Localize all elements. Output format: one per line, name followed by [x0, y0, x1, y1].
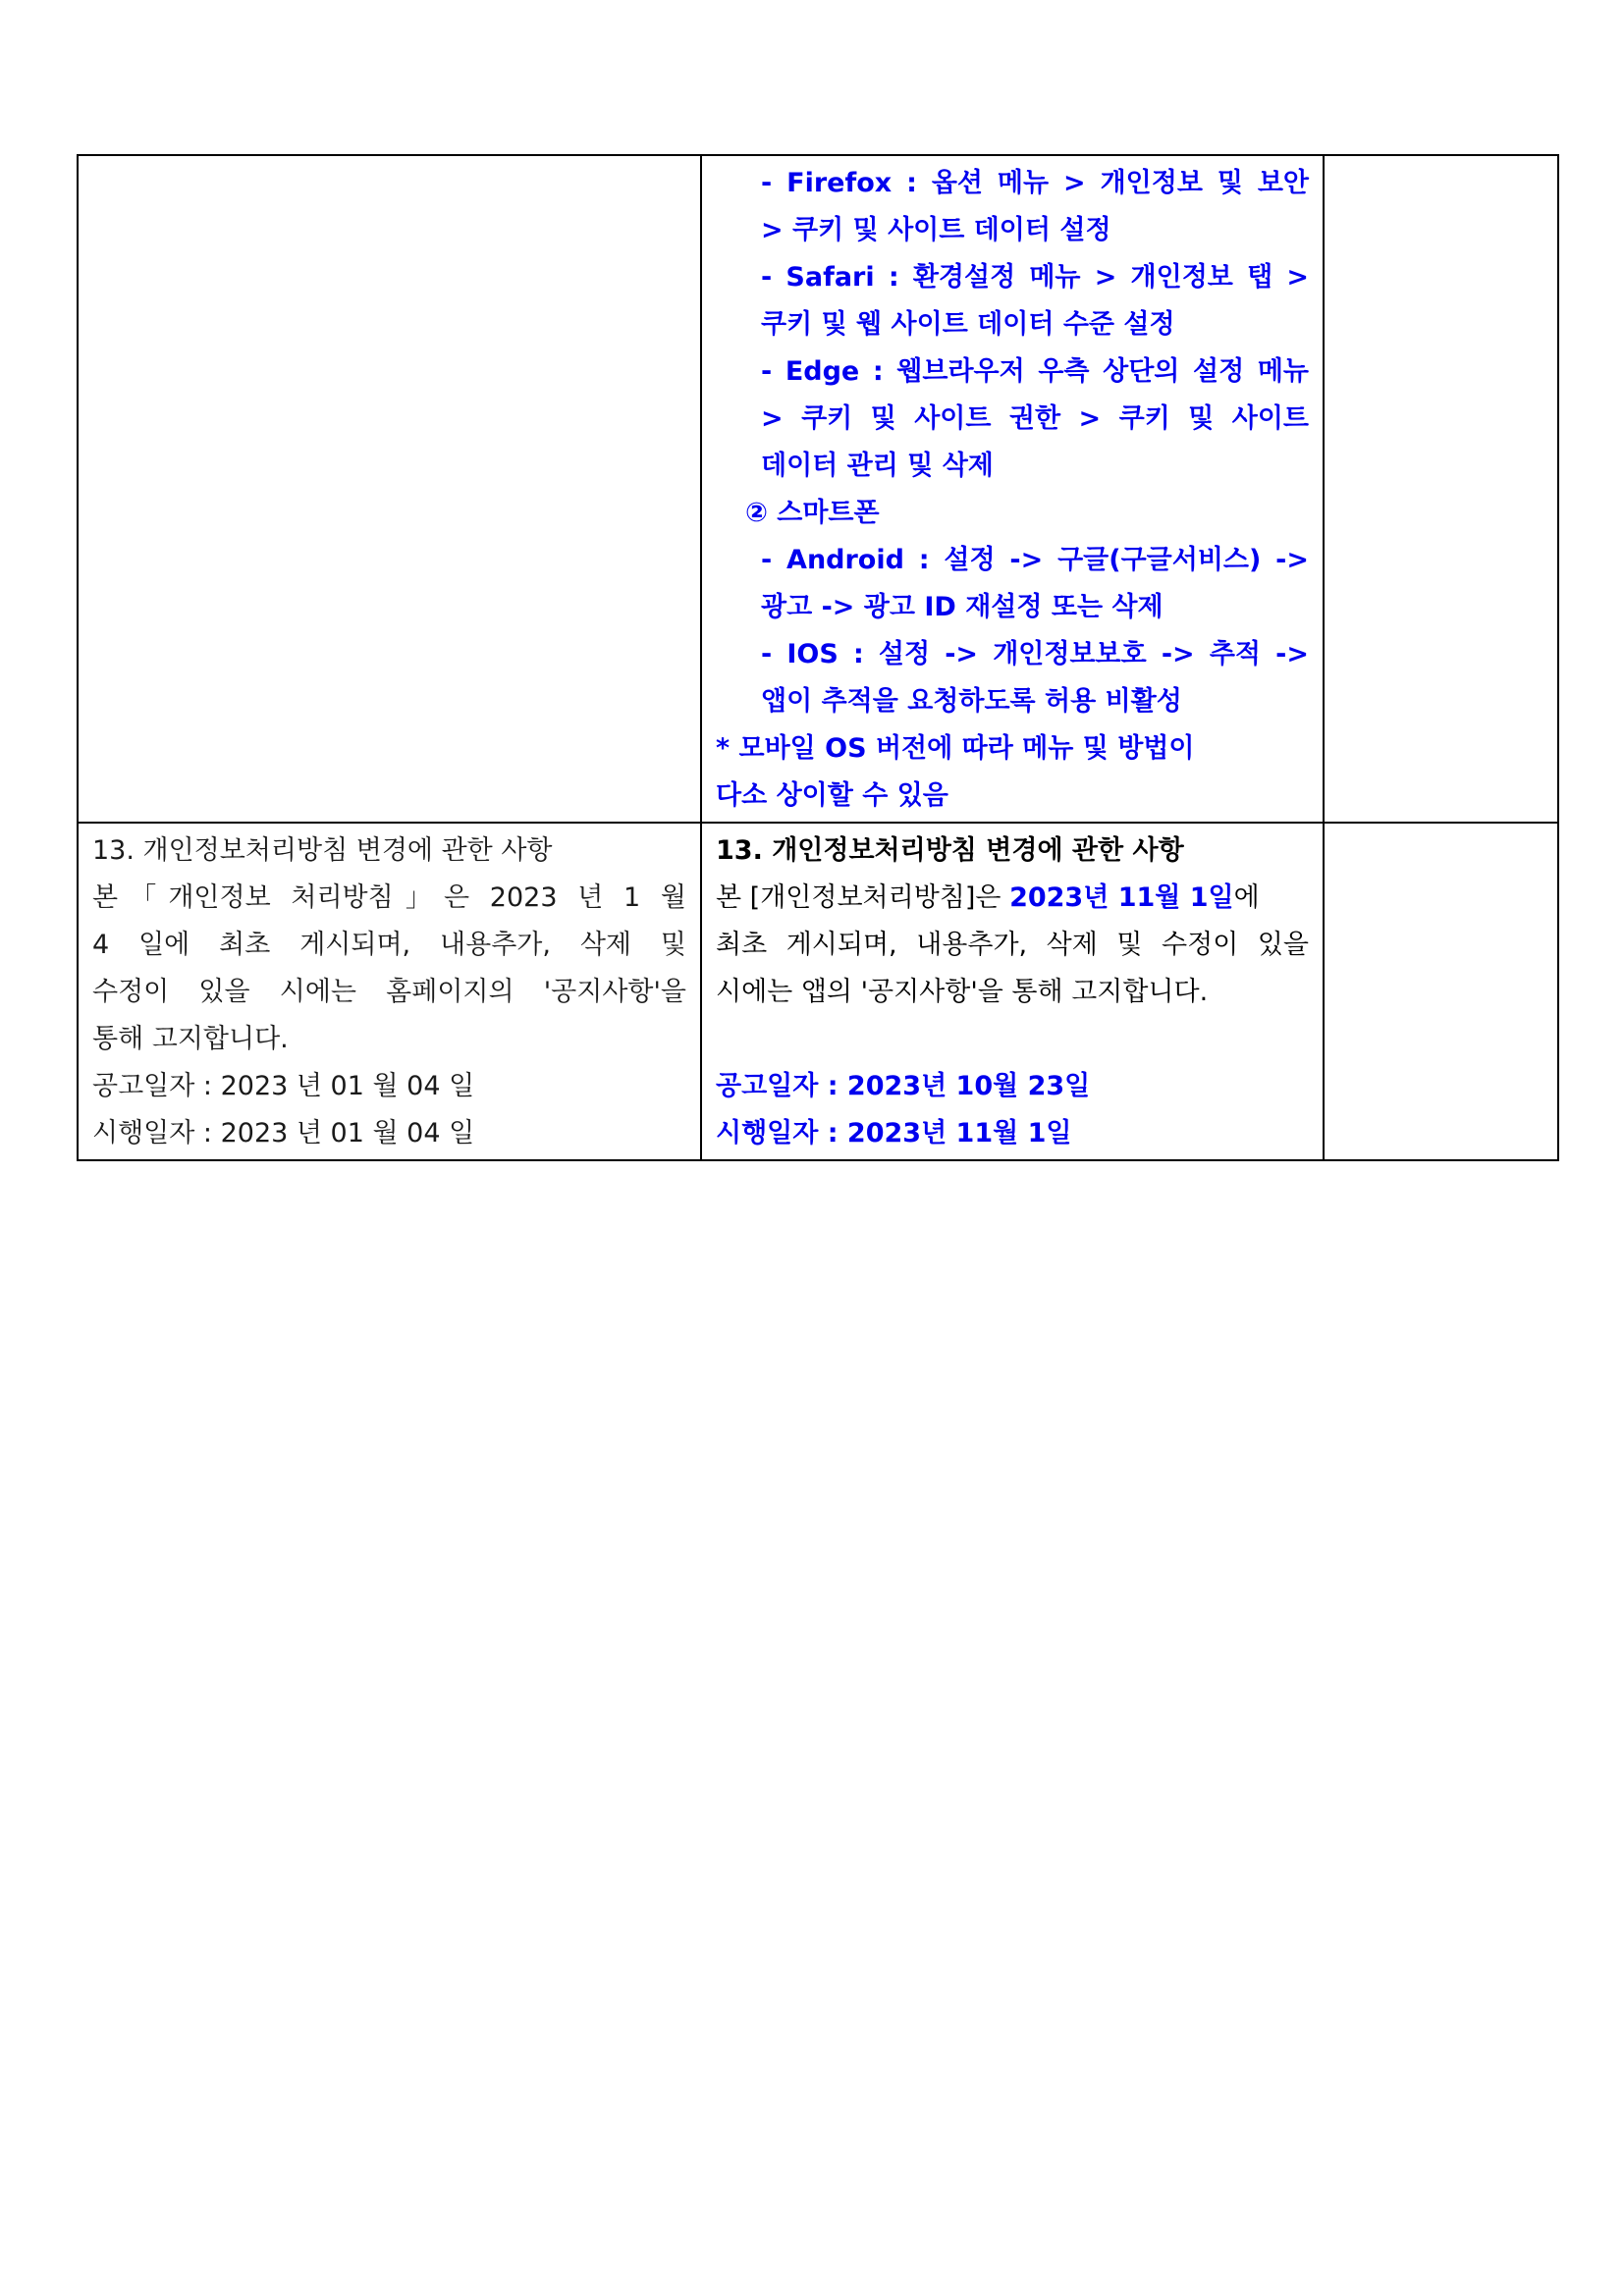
after-announce-date: 공고일자 : 2023년 10월 23일 [716, 1071, 1091, 1101]
blank-line [716, 1016, 1309, 1063]
after-body-line-1 [716, 875, 1309, 922]
before-announce-date: 공고일자 : 2023 년 01 월 04 일 [92, 1071, 475, 1101]
android-line-1: - Android : 설정 -> 구글(구글서비스) -> [761, 545, 1309, 575]
firefox-line-1: - Firefox : 옵션 메뉴 > 개인정보 및 보안 [761, 168, 1309, 198]
after-effective-date: 시행일자 : 2023년 11월 1일 [716, 1118, 1072, 1148]
after-posting-date: 2023년 11월 1일 [1009, 882, 1234, 913]
before-body-line-4: 통해 고지합니다. [92, 1024, 289, 1054]
before-body-line-1: 본「개인정보 처리방침」은 2023 년 1 월 [92, 882, 686, 913]
after-line1-prefix: 본 [개인정보처리방침]은 [716, 882, 1010, 913]
cell-remarks-empty [1324, 155, 1558, 823]
edge-line-1: - Edge : 웹브라우저 우측 상단의 설정 메뉴 [761, 356, 1309, 387]
after-line1-suffix: 에 [1233, 882, 1260, 913]
ios-line-1: - IOS : 설정 -> 개인정보보호 -> 추적 -> [761, 639, 1309, 669]
safari-line-2: 쿠키 및 웹 사이트 데이터 수준 설정 [761, 309, 1175, 340]
edge-line-3: 데이터 관리 및 삭제 [761, 451, 994, 481]
policy-comparison-table [77, 154, 1559, 1161]
cell-before-empty [78, 155, 701, 823]
after-heading: 13. 개인정보처리방침 변경에 관한 사항 [716, 835, 1184, 866]
cell-before-policy-change [78, 823, 701, 1160]
edge-line-2: > 쿠키 및 사이트 권한 > 쿠키 및 사이트 [761, 403, 1309, 434]
cell-after-cookie-instructions [701, 155, 1324, 823]
after-body-line-3: 시에는 앱의 '공지사항'을 통해 고지합니다. [716, 977, 1209, 1007]
smartphone-heading: ② 스마트폰 [745, 498, 880, 528]
android-line-2: 광고 -> 광고 ID 재설정 또는 삭제 [761, 592, 1164, 622]
table-row-policy-change [78, 823, 1558, 1160]
after-body-line-2: 최초 게시되며, 내용추가, 삭제 및 수정이 있을 [716, 930, 1309, 960]
ios-line-2: 앱이 추적을 요청하도록 허용 비활성 [761, 686, 1182, 717]
cell-after-policy-change [701, 823, 1324, 1160]
mobile-note-line-2: 다소 상이할 수 있음 [716, 780, 948, 811]
before-body-line-2: 4 일에 최초 게시되며, 내용추가, 삭제 및 [92, 930, 686, 960]
table-row-cookie-settings [78, 155, 1558, 823]
cell-remarks-empty-2 [1324, 823, 1558, 1160]
before-body-line-3: 수정이 있을 시에는 홈페이지의 '공지사항'을 [92, 977, 686, 1007]
before-heading: 13. 개인정보처리방침 변경에 관한 사항 [92, 835, 553, 866]
safari-line-1: - Safari : 환경설정 메뉴 > 개인정보 탭 > [761, 262, 1309, 293]
mobile-note-line-1: * 모바일 OS 버전에 따라 메뉴 및 방법이 [716, 733, 1195, 764]
before-effective-date: 시행일자 : 2023 년 01 월 04 일 [92, 1118, 475, 1148]
firefox-line-2: > 쿠키 및 사이트 데이터 설정 [761, 215, 1111, 245]
